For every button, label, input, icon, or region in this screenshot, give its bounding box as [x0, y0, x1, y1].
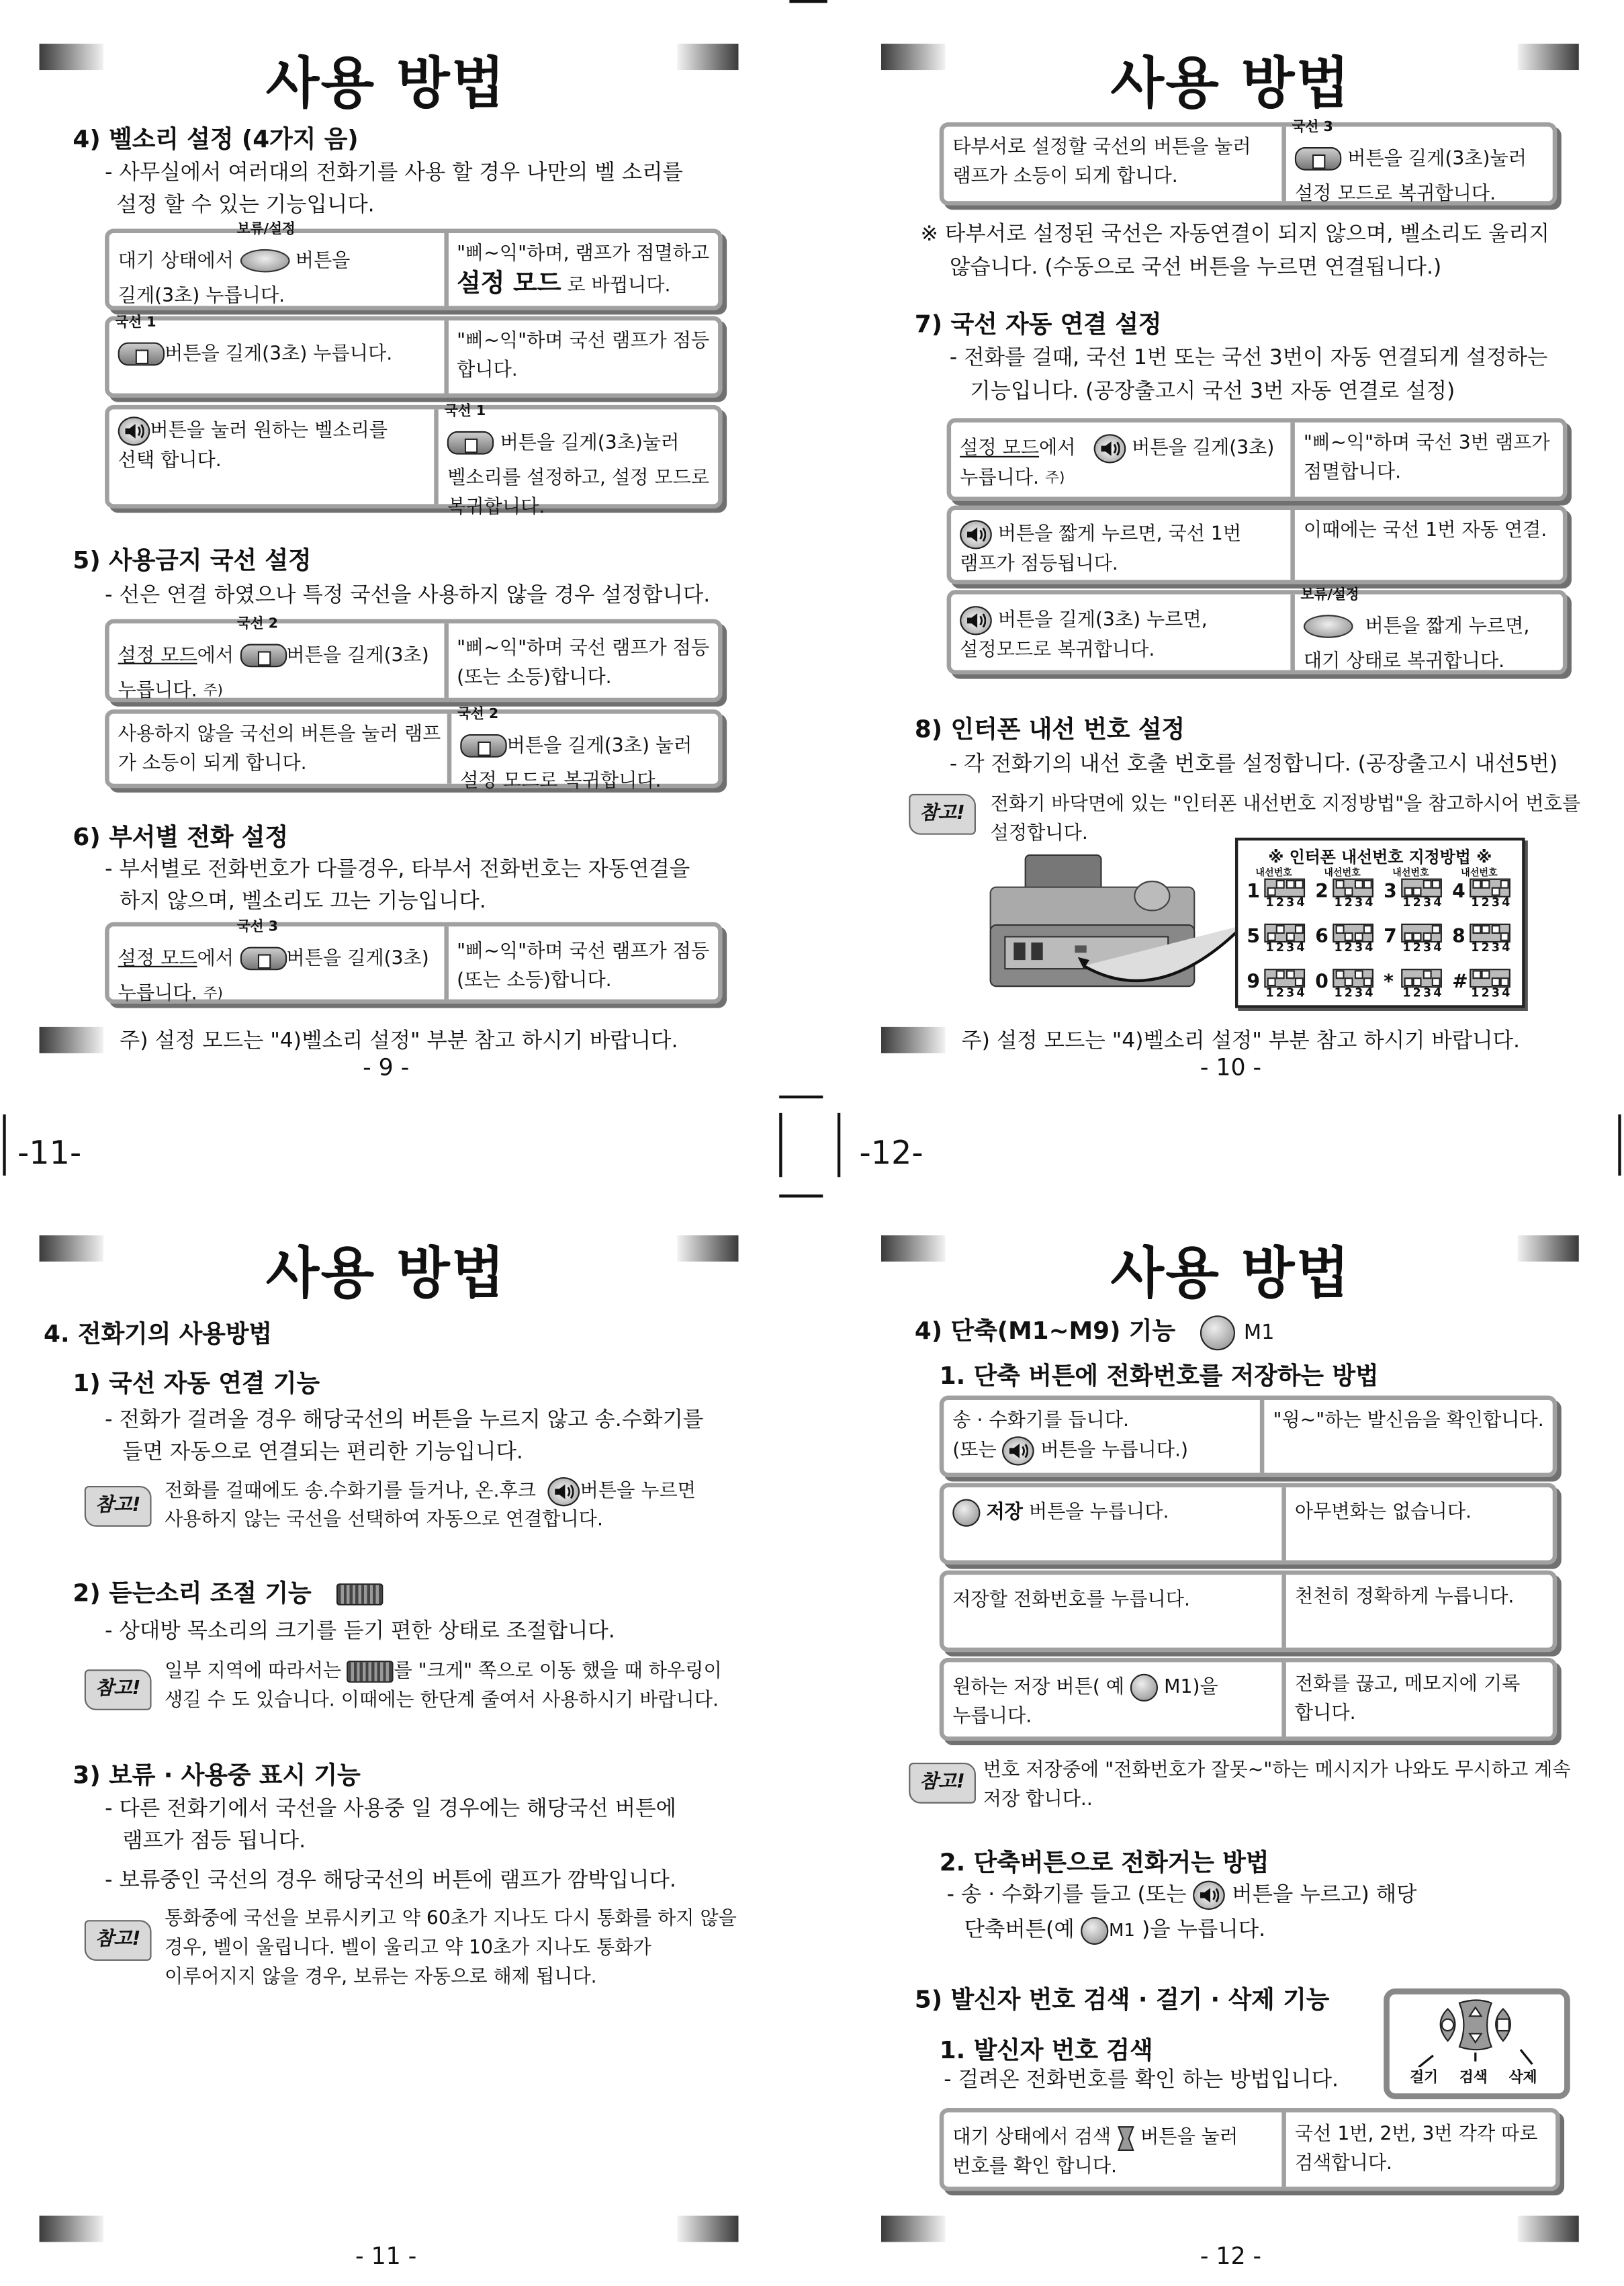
- speaker-button-icon: [960, 520, 992, 549]
- section-heading: 8) 인터폰 내선 번호 설정: [914, 715, 1185, 743]
- cell-text: 대기 상태에서: [118, 250, 234, 273]
- tip-text: 전화를 걸때에도 송.수화기를 들거나, 온.후크: [165, 1481, 537, 1503]
- subsection-heading: 1. 단축 버튼에 전화번호를 저장하는 방법: [939, 1362, 1379, 1390]
- memory-button-icon: [1130, 1674, 1158, 1702]
- memory-button-icon: [1081, 1917, 1109, 1944]
- cell-text: 합니다.: [457, 359, 518, 382]
- item-label: 내선번호: [1255, 867, 1292, 879]
- table-row: [940, 1571, 1557, 1652]
- dip-switch-setting: [1452, 960, 1519, 1004]
- section-desc: - 전화가 걸려올 경우 해당국선의 버튼을 누르지 않고 송.수화기를: [105, 1409, 704, 1432]
- section-desc: - 전화를 걸때, 국선 1번 또는 국선 3번이 자동 연결되게 설정하는: [949, 347, 1548, 370]
- table-row: [947, 586, 1568, 674]
- note-text: ※ 타부서로 설정된 국선은 자동연결이 되지 않으며, 벨소리도 울리지: [920, 222, 1550, 247]
- section-heading: 3) 보류 · 사용중 표시 기능: [73, 1761, 361, 1790]
- switch-digits: 1234: [1334, 895, 1375, 910]
- note-badge: 참고!: [85, 1669, 152, 1710]
- table-row: [105, 919, 722, 1006]
- section-desc: [964, 1915, 1266, 1947]
- cell-text: 벨소리를 설정하고, 설정 모드로: [447, 468, 710, 490]
- hold-set-button-icon: [1300, 586, 1359, 648]
- tip-text: 생길 수 도 있습니다. 이때에는 한단계 줄여서 사용하시기 바랍니다.: [165, 1689, 719, 1712]
- section-heading: 6) 부서별 전화 설정: [73, 823, 289, 851]
- section-desc: - 부서별로 전화번호가 다를경우, 타부서 전화번호는 자동연결을: [105, 858, 690, 882]
- cell-text: 램프가 점등됩니다.: [960, 552, 1118, 575]
- tip-text: 설정합니다.: [990, 823, 1088, 845]
- desc-text: 버튼을 누르고) 해당: [1232, 1884, 1417, 1907]
- table-row: [947, 418, 1568, 501]
- switch-digits: 1234: [1471, 895, 1513, 910]
- cell-text: 버튼을 길게(3초): [286, 948, 429, 971]
- cell-text: "삐~익"하며 국선 램프가 점등: [457, 331, 710, 353]
- section-desc: - 각 전화기의 내선 호출 번호를 설정합니다. (공장출고시 내선5번): [949, 753, 1558, 777]
- cell-text: 버튼을 짧게 누르면,: [1365, 616, 1530, 638]
- line-2-button-icon: [236, 616, 286, 678]
- item-label: 내선번호: [1461, 867, 1498, 879]
- cell-text: 가 소등이 되게 합니다.: [118, 753, 307, 775]
- speaker-button-icon: [960, 606, 992, 635]
- section-desc: - 보류중인 국선의 경우 해당국선의 버튼에 램프가 깜박입니다.: [105, 1869, 676, 1893]
- header-bar-right: [677, 44, 738, 70]
- keypad-label-search: 검색: [1459, 2070, 1488, 2086]
- switch-digits: 1234: [1402, 895, 1444, 910]
- table-row: [105, 316, 722, 398]
- cell-text: 검색합니다.: [1294, 2153, 1393, 2175]
- setup-mode-text: 설정 모드: [457, 269, 561, 299]
- cell-text: (또는 소등)합니다.: [457, 667, 612, 689]
- line-1-button-icon: [115, 314, 165, 376]
- page-title: 사용 방법: [1110, 1241, 1351, 1306]
- desc-text: )을 누릅니다.: [1142, 1919, 1266, 1942]
- section-desc: 들면 자동으로 연결되는 편리한 기능입니다.: [122, 1440, 523, 1464]
- dip-switch-icon: [1264, 924, 1305, 942]
- speaker-button-icon: [1093, 434, 1126, 463]
- section-heading: 5) 사용금지 국선 설정: [73, 546, 312, 574]
- footnote-mark: 주): [203, 986, 223, 1002]
- tip-text: 사용하지 않는 국선을 선택하여 자동으로 연결합니다.: [165, 1509, 603, 1532]
- section-desc: 램프가 점등 됩니다.: [122, 1829, 306, 1853]
- table-row: [940, 2108, 1560, 2191]
- cell-text: "삐~익"하며 국선 3번 램프가: [1303, 433, 1550, 455]
- tip-text: 일부 지역에 따라서는: [165, 1661, 342, 1683]
- section-heading: 7) 국선 자동 연결 설정: [914, 310, 1162, 339]
- hold-set-button-icon: [236, 221, 296, 283]
- cell-text: 버튼을 길게(3초): [1132, 437, 1275, 460]
- cell-text: 버튼을: [295, 250, 351, 273]
- extension-number: 2: [1315, 881, 1328, 904]
- dip-switch-icon: [1401, 969, 1442, 987]
- tip-text: 번호 저장중에 "전화번호가 잘못~"하는 메시지가 나와도 무시하고 계속: [983, 1759, 1571, 1782]
- cell-text: 합니다.: [1294, 1703, 1356, 1725]
- desc-text: 단축버튼(예: [964, 1919, 1075, 1942]
- extension-number: 9: [1247, 971, 1260, 994]
- page-number: - 10 -: [1200, 1053, 1262, 1082]
- note-badge: 참고!: [909, 1763, 976, 1804]
- speaker-button-icon: [1003, 1436, 1035, 1465]
- tip-text: [165, 1658, 722, 1687]
- footnote-mark: 주): [203, 683, 223, 699]
- cell-text: 저장할 전화번호를 누릅니다.: [952, 1589, 1190, 1612]
- section-desc: [947, 1879, 1417, 1911]
- header-bar-left: [40, 44, 103, 70]
- note-badge: 참고!: [909, 794, 976, 835]
- dip-switch-setting: [1247, 960, 1314, 1004]
- table-row: [105, 616, 722, 703]
- line-2-button-icon: [457, 706, 506, 768]
- cell-text: 이때에는 국선 1번 자동 연결.: [1303, 520, 1547, 542]
- extension-number: 1: [1247, 881, 1260, 904]
- cell-text: "삐~익"하며, 램프가 점멸하고: [457, 243, 710, 265]
- dip-switch-setting: [1452, 867, 1519, 914]
- section-desc: - 선은 연결 하였으나 특정 국선을 사용하지 않을 경우 설정합니다.: [105, 584, 711, 608]
- dip-switch-icon: [1401, 879, 1442, 897]
- tip-text: 통화중에 국선을 보류시키고 약 60초가 지나도 다시 통화를 하지 않을: [165, 1908, 737, 1931]
- table-row: [947, 506, 1568, 584]
- cell-text: 원하는 저장 버튼( 예: [952, 1677, 1125, 1699]
- cell-text: "삐~익"하며 국선 램프가 점등: [457, 638, 710, 660]
- item-label: 내선번호: [1324, 867, 1361, 879]
- cell-text: "윙~"하는 발신음을 확인합니다.: [1273, 1410, 1544, 1432]
- cell-text: 에서: [197, 948, 234, 971]
- keypad-label-call: 걸기: [1410, 2070, 1439, 2086]
- line-3-button-icon: [1292, 119, 1341, 181]
- extension-number: 5: [1247, 926, 1260, 949]
- spread-label-left: -11-: [17, 1136, 82, 1173]
- cell-text: 버튼을 길게(3초)눌러: [500, 433, 680, 455]
- item-label: 내선번호: [1392, 867, 1429, 879]
- spread-divider-right: [1618, 1114, 1621, 1176]
- section-heading: 1) 국선 자동 연결 기능: [73, 1369, 320, 1397]
- dip-switch-setting: [1247, 867, 1314, 914]
- icon-label: 국선 2: [236, 616, 279, 633]
- extension-number: 7: [1384, 926, 1397, 949]
- cell-text: 선택 합니다.: [118, 449, 222, 472]
- icon-label: 국선 2: [457, 706, 499, 723]
- subsection-heading: 2. 단축버튼으로 전화거는 방법: [939, 1848, 1269, 1877]
- header-bar-left: [881, 44, 945, 70]
- extension-number: 0: [1315, 971, 1328, 994]
- dip-switch-icon: [1333, 924, 1373, 942]
- dip-switch-icon: [1264, 879, 1305, 897]
- cell-text: 누릅니다.: [118, 983, 197, 1006]
- section-heading: [915, 1311, 1275, 1350]
- note-badge: 참고!: [85, 1920, 152, 1961]
- cell-text: 에서: [1039, 437, 1076, 460]
- section-desc: - 사무실에서 여러대의 전화기를 사용 할 경우 나만의 벨 소리를: [105, 161, 683, 185]
- switch-digits: 1234: [1402, 986, 1444, 1000]
- cell-text: 아무변화는 없습니다.: [1294, 1501, 1472, 1524]
- footer-bar: [677, 2215, 738, 2242]
- cell-text: 누릅니다.: [960, 467, 1040, 489]
- cell-text: 전화를 끊고, 메모지에 기록: [1294, 1673, 1521, 1696]
- dip-switch-icon: [1401, 924, 1442, 942]
- cell-text: 송 · 수화기를 듭니다.: [952, 1410, 1129, 1432]
- cell-text: 설정모드로 복귀합니다.: [960, 638, 1155, 661]
- dip-switch-icon: [1470, 879, 1510, 897]
- extension-number: 4: [1452, 881, 1465, 904]
- page-title: 사용 방법: [265, 1241, 506, 1306]
- cell-text: 천천히 정확하게 누릅니다.: [1294, 1586, 1515, 1609]
- switch-digits: 1234: [1265, 986, 1307, 1000]
- header-bar-right: [677, 1235, 738, 1262]
- section-desc: - 상대방 목소리의 크기를 듣기 편한 상태로 조절합니다.: [105, 1620, 615, 1644]
- spread-label-right: -12-: [859, 1136, 923, 1173]
- icon-label: 국선 3: [1292, 119, 1333, 136]
- icon-label: 국선 1: [115, 314, 156, 331]
- cell-text: (또는 소등)합니다.: [457, 970, 612, 992]
- cell-text: 버튼을 길게(3초) 눌러: [506, 736, 692, 758]
- tip-text: 저장 합니다..: [983, 1789, 1093, 1811]
- speaker-button-icon: [118, 416, 150, 445]
- heading-text: 2) 듣는소리 조절 기능: [73, 1579, 312, 1607]
- footer-bar: [40, 2215, 103, 2242]
- cell-text: 사용하지 않을 국선의 버튼을 눌러 램프: [118, 723, 441, 746]
- cell-text: 버튼을 길게(3초): [286, 645, 429, 668]
- icon-label: 국선 3: [236, 919, 279, 936]
- cell-text: 버튼을 짧게 누르면, 국선 1번: [997, 523, 1242, 546]
- icon-label: M1: [1243, 1321, 1275, 1345]
- switch-digits: 1234: [1471, 940, 1513, 955]
- switch-digits: 1234: [1334, 986, 1375, 1000]
- dip-switch-setting: [1315, 915, 1382, 959]
- footnote: 주) 설정 모드는 "4)벨소리 설정" 부분 참고 하시기 바랍니다.: [961, 1030, 1520, 1053]
- speaker-button-icon: [548, 1477, 580, 1506]
- extension-number: 6: [1315, 926, 1328, 949]
- page-title: 사용 방법: [265, 50, 506, 116]
- tip-text: [165, 1477, 696, 1507]
- volume-slider-icon: [347, 1661, 394, 1683]
- footer-bar: [1518, 2215, 1579, 2242]
- switch-digits: 1234: [1334, 940, 1375, 955]
- tip-text: 이루어지지 않을 경우, 보류는 자동으로 해제 됩니다.: [165, 1966, 597, 1989]
- cell-text: 버튼을 눌러 원하는 벨소리를: [150, 420, 388, 443]
- cell-text: 버튼을 누릅니다.: [1022, 1501, 1169, 1524]
- cell-text: 버튼을 누릅니다.): [1040, 1440, 1189, 1462]
- dip-switch-icon: [1470, 969, 1510, 987]
- keypad-icon: [1390, 1994, 1564, 2067]
- tip-text: 전화기 바닥면에 있는 "인터폰 내선번호 지정방법"을 참고하시어 번호를: [990, 793, 1581, 816]
- table-row: [105, 403, 722, 519]
- cell-text: 설정 모드: [118, 948, 197, 971]
- line-1-button-icon: [444, 403, 494, 465]
- cell-text: 설정 모드: [118, 645, 197, 668]
- dip-switch-icon: [1264, 969, 1305, 987]
- chapter-heading: 4. 전화기의 사용방법: [44, 1319, 272, 1348]
- note-badge: 참고!: [85, 1486, 152, 1527]
- save-button-icon: [952, 1499, 980, 1526]
- footer-bar: [881, 2215, 945, 2242]
- table-row: [105, 221, 722, 310]
- header-bar-left: [881, 1235, 945, 1262]
- icon-label: 보류/설정: [1300, 586, 1359, 603]
- memory-button-icon: [1200, 1315, 1235, 1350]
- cell-text: 에서: [197, 645, 234, 668]
- footer-bar: [40, 1027, 103, 1053]
- cell-text: 길게(3초) 누릅니다.: [118, 285, 285, 308]
- switch-digits: 1234: [1402, 940, 1444, 955]
- dip-switch-setting: [1384, 960, 1451, 1004]
- dip-switch-setting: [1384, 867, 1451, 914]
- cell-text: "삐~익"하며 국선 램프가 점등: [457, 940, 710, 963]
- page-number: - 11 -: [355, 2242, 417, 2270]
- icon-label: M1: [1164, 1677, 1193, 1699]
- icon-label: M1: [1108, 1920, 1136, 1941]
- cell-text: 점멸합니다.: [1303, 461, 1402, 484]
- section-desc: - 다른 전화기에서 국선을 사용중 일 경우에는 해당국선 버튼에: [105, 1798, 676, 1821]
- tip-text: 버튼을 누르면: [580, 1481, 696, 1503]
- cell-text: 누릅니다.: [118, 680, 197, 703]
- cell-text: 버튼을 길게(3초) 누릅니다.: [165, 343, 393, 366]
- switch-digits: 1234: [1265, 940, 1307, 955]
- cell-text: )을: [1192, 1677, 1218, 1699]
- page-title: 사용 방법: [1110, 50, 1351, 116]
- cell-text: 국선 1번, 2번, 3번 각각 따로: [1294, 2123, 1538, 2146]
- section-desc: - 걸려온 전화번호를 확인 하는 방법입니다.: [944, 2068, 1339, 2093]
- desc-text: - 송 · 수화기를 들고 (또는: [946, 1884, 1187, 1907]
- search-button-icon: [1117, 2125, 1134, 2151]
- extension-number: 8: [1452, 926, 1465, 949]
- section-heading: 5) 발신자 번호 검색 · 걸기 · 삭제 기능: [914, 1985, 1330, 2014]
- table-row: [105, 706, 722, 793]
- heading-text: 4) 단축(M1~M9) 기능: [914, 1317, 1176, 1345]
- section-desc: 설정 할 수 있는 기능입니다.: [116, 193, 375, 218]
- page-number: - 12 -: [1200, 2242, 1262, 2270]
- intercom-switch-guide: [1235, 838, 1525, 1008]
- note-text: 않습니다. (수동으로 국선 버튼을 누르면 연결됩니다.): [949, 256, 1442, 280]
- cell-text: 타부서로 설정할 국선의 버튼을 눌러: [952, 136, 1251, 159]
- switch-digits: 1234: [1265, 895, 1307, 910]
- section-heading: [73, 1573, 383, 1608]
- table-row: [940, 1658, 1557, 1741]
- dip-switch-setting: [1315, 867, 1382, 914]
- icon-label: 국선 1: [444, 403, 486, 420]
- section-desc: 하지 않으며, 벨소리도 끄는 기능입니다.: [119, 890, 486, 914]
- header-bar-left: [40, 1235, 103, 1262]
- cell-text: 설정 모드: [960, 437, 1040, 460]
- table-row: [940, 1396, 1557, 1477]
- center-tick-top: [789, 0, 827, 3]
- header-bar-right: [1518, 1235, 1579, 1262]
- cell-text: 버튼을 길게(3초) 누르면,: [997, 609, 1208, 632]
- cell-text: 번호를 확인 합니다.: [952, 2156, 1118, 2179]
- dip-switch-setting: [1452, 915, 1519, 959]
- line-3-button-icon: [236, 919, 286, 981]
- cell-text: 설정 모드로 복귀합니다.: [460, 771, 662, 793]
- cell-text: 누릅니다.: [952, 1706, 1032, 1728]
- cell-text: 로 바뀝니다.: [561, 275, 671, 298]
- tip-text: 경우, 벨이 울립니다. 벨이 울리고 약 10초가 지나도 통화가: [165, 1937, 651, 1960]
- tip-text: 를 "크게" 쪽으로 이동 했을 때 하우링이: [394, 1661, 722, 1683]
- dip-switch-icon: [1470, 924, 1510, 942]
- guide-title: ※ 인터폰 내선번호 지정방법 ※: [1268, 848, 1492, 867]
- switch-digits: 1234: [1471, 986, 1513, 1000]
- spread-bracket: [779, 1096, 823, 1198]
- cell-text: 설정 모드로 복귀합니다.: [1294, 183, 1496, 206]
- extension-number: #: [1452, 971, 1468, 994]
- volume-slider-icon: [336, 1583, 383, 1606]
- cell-text: 버튼을 눌러: [1140, 2127, 1238, 2149]
- cell-text: 램프가 소등이 되게 합니다.: [952, 166, 1178, 188]
- dip-switch-setting: [1247, 915, 1314, 959]
- cell-text: 대기 상태로 복귀합니다.: [1303, 651, 1505, 673]
- cell-text: 복귀합니다.: [447, 496, 545, 519]
- extension-number: 3: [1384, 881, 1397, 904]
- phone-bottom-illustration: [985, 852, 1276, 1013]
- save-label: 저장: [986, 1501, 1023, 1524]
- footnote: 주) 설정 모드는 "4)벨소리 설정" 부분 참고 하시기 바랍니다.: [119, 1030, 678, 1053]
- keypad-label-delete: 삭제: [1508, 2070, 1537, 2086]
- table-row: [940, 119, 1557, 206]
- dip-switch-setting: [1384, 915, 1451, 959]
- page-number: - 9 -: [363, 1053, 410, 1082]
- table-row: [940, 1483, 1557, 1565]
- footnote-mark: 주): [1045, 470, 1065, 486]
- header-bar-right: [1518, 44, 1579, 70]
- dip-switch-icon: [1333, 969, 1373, 987]
- spread-divider-left: [3, 1114, 5, 1176]
- dip-switch-setting: [1315, 960, 1382, 1004]
- icon-label: 보류/설정: [236, 221, 296, 238]
- speaker-button-icon: [1193, 1881, 1226, 1910]
- cell-text: 대기 상태에서 검색: [952, 2127, 1112, 2149]
- search-keypad-diagram: [1384, 1988, 1570, 2099]
- cell-text: (또는: [952, 1440, 997, 1462]
- section-heading: 4) 벨소리 설정 (4가지 음): [73, 125, 359, 153]
- subsection-heading: 1. 발신자 번호 검색: [939, 2036, 1153, 2064]
- section-desc: 기능입니다. (공장출고시 국선 3번 자동 연결로 설정): [970, 380, 1455, 404]
- footer-bar: [881, 1027, 945, 1053]
- cell-text: 버튼을 길게(3초)눌러: [1347, 148, 1527, 171]
- extension-number: *: [1384, 971, 1394, 994]
- dip-switch-icon: [1333, 879, 1373, 897]
